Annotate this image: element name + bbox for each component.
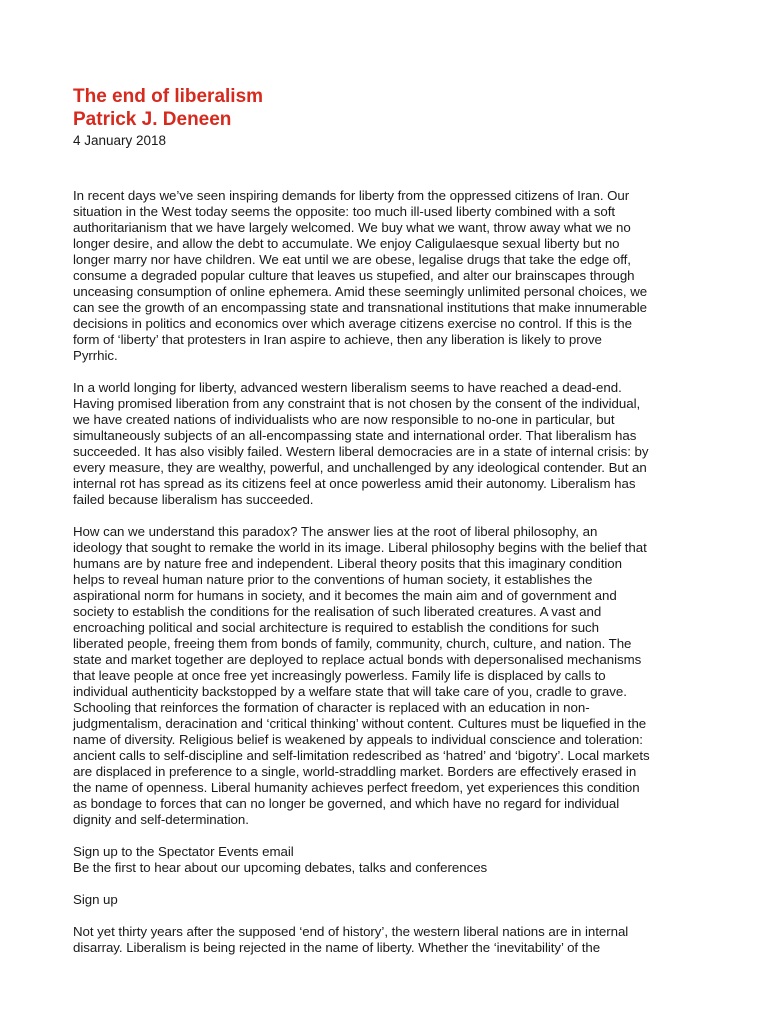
paragraph [73,524,701,828]
text-line: succeeded. It has also visibly failed. Western liberal democracies are in a state of internal crisis: by [73,444,649,459]
text-line: judgmentalism, deracination and ‘critical thinking’ without content. Cultures must be liquefied in the [73,716,647,731]
text-line: Sign up [73,892,118,907]
text-line: disarray. Liberalism is being rejected in the name of liberty. Whether the ‘inevitability’ of the [73,940,601,955]
text-line: In recent days we’ve seen inspiring demands for liberty from the oppressed citizens of Iran. Our [73,188,630,203]
text-line: aspirational norm for humans in society, and it becomes the main aim and of government and [73,588,617,603]
text-line: unceasing consumption of online ephemera. Amid these seemingly unlimited personal choices, we [73,284,648,299]
text-line: consume a degraded popular culture that leaves us stupefied, and alter our brainscapes through [73,268,635,283]
text-line: society to establish the conditions for the realisation of such liberated creatures. A vast and [73,604,602,619]
text-line: In a world longing for liberty, advanced western liberalism seems to have reached a dead-end. [73,380,622,395]
text-line: state and market together are deployed to replace actual bonds with depersonalised mechanisms [73,652,642,667]
text-line: can see the growth of an encompassing state and transnational institutions that make innumerable [73,300,647,315]
text-line: Having promised liberation from any constraint that is not chosen by the consent of the individual, [73,396,641,411]
text-line: decisions in politics and economics over which average citizens exercise no control. If this is the [73,316,632,331]
paragraph [73,924,701,956]
text-line: as bondage to forces that can no longer be governed, and which have no regard for individual [73,796,620,811]
text-line: individual authenticity backstopped by a welfare state that will take care of you, cradle to grave. [73,684,627,699]
text-line: authoritarianism that we have largely welcomed. We buy what we want, throw away what we no [73,220,631,235]
article-body [73,188,701,956]
text-line: Pyrrhic. [73,348,118,363]
text-line: every measure, they are wealthy, powerful, and unchallenged by any ideological contender. But an [73,460,647,475]
paragraph [73,380,701,508]
article-title: The end of liberalism [73,86,264,107]
paragraph [73,892,701,908]
article-header [73,85,693,149]
text-line: encroaching political and social architecture is required to establish the conditions for such [73,620,599,635]
text-line: longer marry nor have children. We eat until we are obese, legalise drugs that take the edge off, [73,252,631,267]
text-line: dignity and self-determination. [73,812,249,827]
text-line: liberated people, freeing them from bonds of family, community, church, culture, and nation. The [73,636,632,651]
text-line: Schooling that reinforces the formation of character is replaced with an education in non- [73,700,590,715]
text-line: failed because liberalism has succeeded. [73,492,314,507]
text-line: longer desire, and allow the debt to accumulate. We enjoy Caligulaesque sexual liberty but no [73,236,620,251]
text-line: ancient calls to self-discipline and self-limitation redescribed as ‘hatred’ and ‘bigotry’. Local markets [73,748,650,763]
text-line: helps to reveal human nature prior to the conventions of human society, it establishes the [73,572,593,587]
text-line: that leave people at once free yet increasingly powerless. Family life is displaced by calls to [73,668,606,683]
text-line: ideology that sought to remake the world in its image. Liberal philosophy begins with the belief that [73,540,647,555]
text-line: Sign up to the Spectator Events email [73,844,294,859]
text-line: are displaced in preference to a single, world-straddling market. Borders are effectively erased in [73,764,637,779]
text-line: How can we understand this paradox? The answer lies at the root of liberal philosophy, an [73,524,598,539]
text-line: name of diversity. Religious belief is weakened by appeals to individual conscience and toleration: [73,732,643,747]
text-line: situation in the West today seems the opposite: too much ill-used liberty combined with a soft [73,204,615,219]
text-line: simultaneously subjects of an all-encompassing state and international order. That liberalism has [73,428,637,443]
article-author: Patrick J. Deneen [73,109,232,130]
text-line: we have created nations of individualists who are now responsible to no-one in particular, but [73,412,615,427]
text-line: Not yet thirty years after the supposed ‘end of history’, the western liberal nations are in internal [73,924,629,939]
article-date: 4 January 2018 [73,133,167,148]
text-line: form of ‘liberty’ that protesters in Iran aspire to achieve, then any liberation is likely to prove [73,332,602,347]
text-line: humans are by nature free and independent. Liberal theory posits that this imaginary condition [73,556,622,571]
paragraph [73,188,701,364]
text-line: the name of openness. Liberal humanity achieves perfect freedom, yet experiences this condition [73,780,640,795]
paragraph [73,844,701,876]
text-line: Be the first to hear about our upcoming debates, talks and conferences [73,860,488,875]
text-line: internal rot has spread as its citizens feel at once powerless amid their autonomy. Liberalism has [73,476,636,491]
